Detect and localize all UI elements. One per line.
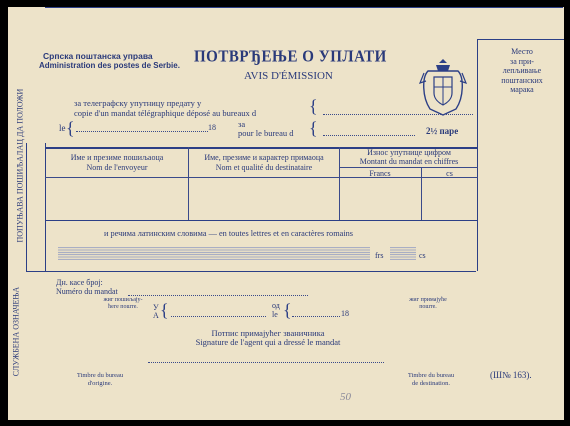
amount-words-field[interactable] bbox=[58, 247, 370, 260]
brace: { bbox=[309, 118, 318, 138]
pour-bureau: pour le bureau d bbox=[238, 128, 294, 138]
words-line-label: и речима латинским словима — en toutes lettres et en caractères romains bbox=[104, 229, 354, 238]
timbre-origin: Timbre du bureau d'origine. bbox=[76, 372, 124, 387]
left-label-office: СЛУЖБЕНА ОЗНАЧЕЊА bbox=[11, 286, 21, 377]
amount-header: Износ упутнице цифром Montant du mandat en chiffres bbox=[359, 148, 459, 166]
stamp-receive-label: жиг примајуће поште. bbox=[409, 297, 447, 310]
brace: { bbox=[160, 300, 169, 320]
coat-of-arms-icon bbox=[418, 57, 468, 117]
top-border bbox=[45, 7, 563, 8]
money-order-form bbox=[8, 7, 564, 420]
stamp-issue-label: жиг пошиљају- ћеге поште. bbox=[103, 297, 143, 310]
a-label: A bbox=[153, 311, 159, 320]
frs-label: frs bbox=[375, 251, 384, 260]
table-bottom bbox=[45, 220, 478, 221]
admin-cyr: Српска поштанска управа bbox=[43, 51, 153, 61]
bureau-line[interactable] bbox=[323, 135, 415, 136]
form-number: (Ш№ 163). bbox=[490, 370, 532, 380]
cs-label: cs bbox=[419, 251, 426, 260]
sig-cyr: Потпис примајућег званичника bbox=[211, 328, 325, 338]
title-cyr: ПОТВРЂЕЊЕ О УПЛАТИ bbox=[194, 47, 387, 67]
office-date-line[interactable] bbox=[292, 316, 340, 317]
timbre-destination: Timbre du bureau de destination. bbox=[407, 372, 455, 387]
za-label: за bbox=[238, 119, 246, 129]
francs-header: Francs bbox=[369, 169, 391, 178]
office-place-line[interactable] bbox=[171, 316, 266, 317]
cs-words-field[interactable] bbox=[390, 247, 416, 260]
brace: { bbox=[66, 118, 75, 138]
fee-label: 2½ паре bbox=[426, 126, 459, 136]
brace: { bbox=[309, 96, 318, 116]
cash-no-cyr: Дн. касе број: bbox=[56, 278, 103, 287]
od-label: од bbox=[272, 301, 280, 310]
le-label: le bbox=[59, 123, 66, 133]
le2-label: le bbox=[272, 310, 278, 319]
cs-header: cs bbox=[446, 169, 453, 178]
stamp-box-top bbox=[477, 39, 564, 40]
sig-fr: Signature de l'agent qui a dressé le mandat bbox=[195, 337, 341, 347]
deposit-cyr: за телеграфску упутницу предату у bbox=[74, 98, 202, 108]
deposit-line[interactable] bbox=[323, 114, 473, 115]
recipient-cell[interactable] bbox=[190, 179, 338, 219]
year-label: 18 bbox=[208, 123, 216, 132]
u-label: У bbox=[153, 303, 159, 312]
cash-no-line[interactable] bbox=[128, 295, 308, 296]
left-label-border bbox=[26, 143, 27, 271]
stamp-box-label: Место за при- лепљивање поштанских марака bbox=[501, 47, 543, 94]
cash-no-fr: Numéro du mandat bbox=[56, 287, 118, 296]
brace: { bbox=[283, 300, 292, 320]
year2-label: 18 bbox=[341, 309, 349, 318]
left-inner-border bbox=[45, 143, 46, 271]
francs-cell[interactable] bbox=[340, 179, 420, 219]
col-divider bbox=[188, 147, 189, 220]
title-fr: AVIS D'ÉMISSION bbox=[244, 70, 333, 82]
sender-cell[interactable] bbox=[48, 179, 186, 219]
pencil-mark: 50 bbox=[340, 391, 351, 403]
signature-line[interactable] bbox=[148, 362, 384, 363]
deposit-fr: copie d'un mandat télégraphique déposé au bureaux d bbox=[74, 108, 257, 118]
left-label-sender: ПОПУЊАВА ПОШИЉАЛАЦ ДА ПОЛОЖИ bbox=[15, 88, 25, 243]
recipient-header: Име, презиме и карактер примаоца Nom et qualité du destinataire bbox=[204, 153, 324, 172]
admin-fr: Administration des postes de Serbie. bbox=[39, 61, 180, 70]
cs-cell[interactable] bbox=[422, 179, 477, 219]
date-line[interactable] bbox=[76, 131, 208, 132]
amount-subheader-line bbox=[339, 167, 478, 168]
section-divider bbox=[26, 271, 476, 272]
sender-header: Име и презиме пошиљаоца Nom de l'envoyeur bbox=[70, 153, 164, 172]
